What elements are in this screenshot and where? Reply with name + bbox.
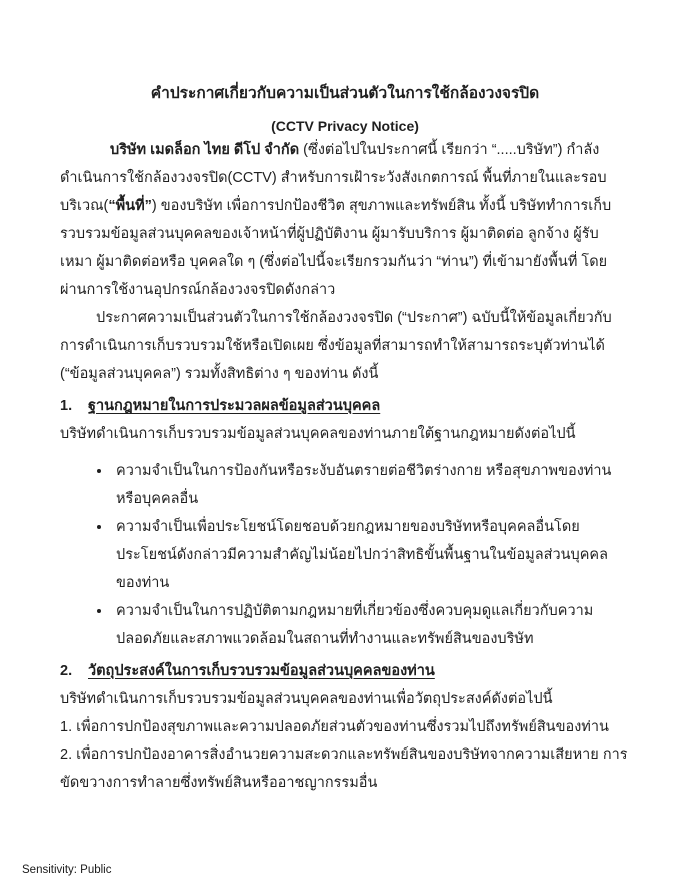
list-item: • ความจำเป็นเพื่อประโยชน์โดยชอบด้วยกฎหมายของบริษัทหรือบุคคลอื่นโดยประโยชน์ดังกล่าวมีความสำคัญไม่น้อยไปกว่าสิทธิขั้นพื้นฐานในข้อมูลส่วนบุคคลของท่าน bbox=[112, 513, 630, 597]
section-1-heading bbox=[60, 392, 630, 420]
page-subtitle: (CCTV Privacy Notice) bbox=[271, 118, 419, 134]
list-item: • ความจำเป็นในการปฏิบัติตามกฎหมายที่เกี่ยวข้องซึ่งควบคุมดูแลเกี่ยวกับความปลอดภัยและสภาพแวดล้อมในสถานที่ทำงานและทรัพย์สินของบริษัท bbox=[112, 597, 630, 653]
section-2-intro: บริษัทดำเนินการเก็บรวบรวมข้อมูลส่วนบุคคลของท่านเพื่อวัตถุประสงค์ดังต่อไปนี้ bbox=[60, 691, 553, 707]
section-2-number: 2. bbox=[60, 663, 73, 679]
purpose-item-2: 2. เพื่อการปกป้องอาคารสิ่งอำนวยความสะดวกและทรัพย์สินของบริษัทจากความเสียหาย การขัดขวางการทำลายซึ่งทรัพย์สินหรืออาชญากรรมอื่น bbox=[60, 747, 628, 791]
intro-paragraph-2: ประกาศความเป็นส่วนตัวในการใช้กล้องวงจรปิด (“ประกาศ”) ฉบับนี้ให้ข้อมูลเกี่ยวกับการดำเนินการเก็บรวบรวมใช้หรือเปิดเผย ซึ่งข้อมูลที่สามารถทำให้สามารถระบุตัวท่านได้ (“ข้อมูลส่วนบุคคล”) รวมทั้งสิทธิต่าง ๆ ของท่าน ดังนี้ bbox=[60, 310, 612, 382]
intro-paragraph-1-text-b: ) ของบริษัท เพื่อการปกป้องชีวิต สุขภาพและทรัพย์สิน ทั้งนี้ บริษัททำการเก็บรวบรวมข้อมูลส่วนบุคคลของเจ้าหน้าที่ผู้ปฏิบัติงาน ผู้มารับบริการ ผู้มาติดต่อ ลูกจ้าง ผู้รับเหมา ผู้มาติดต่อหรือ บุคคลใด ๆ (ซึ่งต่อไปนี้จะเรียกรวมกันว่า “ท่าน”) ที่เข้ามายังพื้นที่ โดยผ่านการใช้งานอุปกรณ์กล้องวงจรปิดดังกล่าว bbox=[60, 198, 612, 298]
section-1-intro: บริษัทดำเนินการเก็บรวบรวมข้อมูลส่วนบุคคลของท่านภายใต้ฐานกฎหมายดังต่อไปนี้ bbox=[60, 426, 576, 442]
intro-paragraph-1 bbox=[60, 136, 630, 304]
legal-basis-list bbox=[60, 457, 630, 653]
company-name-bold: บริษัท เมดล็อก ไทย ดีโป จำกัด bbox=[110, 142, 304, 158]
purpose-item-1: 1. เพื่อการปกป้องสุขภาพและความปลอดภัยส่วนตัวของท่านซึ่งรวมไปถึงทรัพย์สินของท่าน bbox=[60, 719, 609, 735]
section-1-title: ฐานกฎหมายในการประมวลผลข้อมูลส่วนบุคคล bbox=[88, 398, 381, 414]
section-2-title: วัตถุประสงค์ในการเก็บรวบรวมข้อมูลส่วนบุคคลของท่าน bbox=[88, 663, 435, 679]
page-title: คำประกาศเกี่ยวกับความเป็นส่วนตัวในการใช้กล้องวงจรปิด bbox=[150, 85, 540, 102]
intro-paragraph-1-text-a: (ซึ่งต่อไปในประกาศนี้ เรียกว่า “.....บริษัท”) กำลังดำเนินการใช้กล้องวงจรปิด(CCTV) สำหรับการเฝ้าระวังสังเกตการณ์ พื้นที่ภายในและรอบบริเวณ( bbox=[60, 142, 607, 214]
list-item: • ความจำเป็นในการป้องกันหรือระงับอันตรายต่อชีวิตร่างกาย หรือสุขภาพของท่านหรือบุคคลอื่น bbox=[112, 457, 630, 513]
section-1-number: 1. bbox=[60, 398, 73, 414]
sensitivity-label: Sensitivity: Public bbox=[22, 864, 112, 876]
section-2-heading bbox=[60, 657, 630, 685]
defined-term-area: “พื้นที่” bbox=[108, 198, 152, 214]
